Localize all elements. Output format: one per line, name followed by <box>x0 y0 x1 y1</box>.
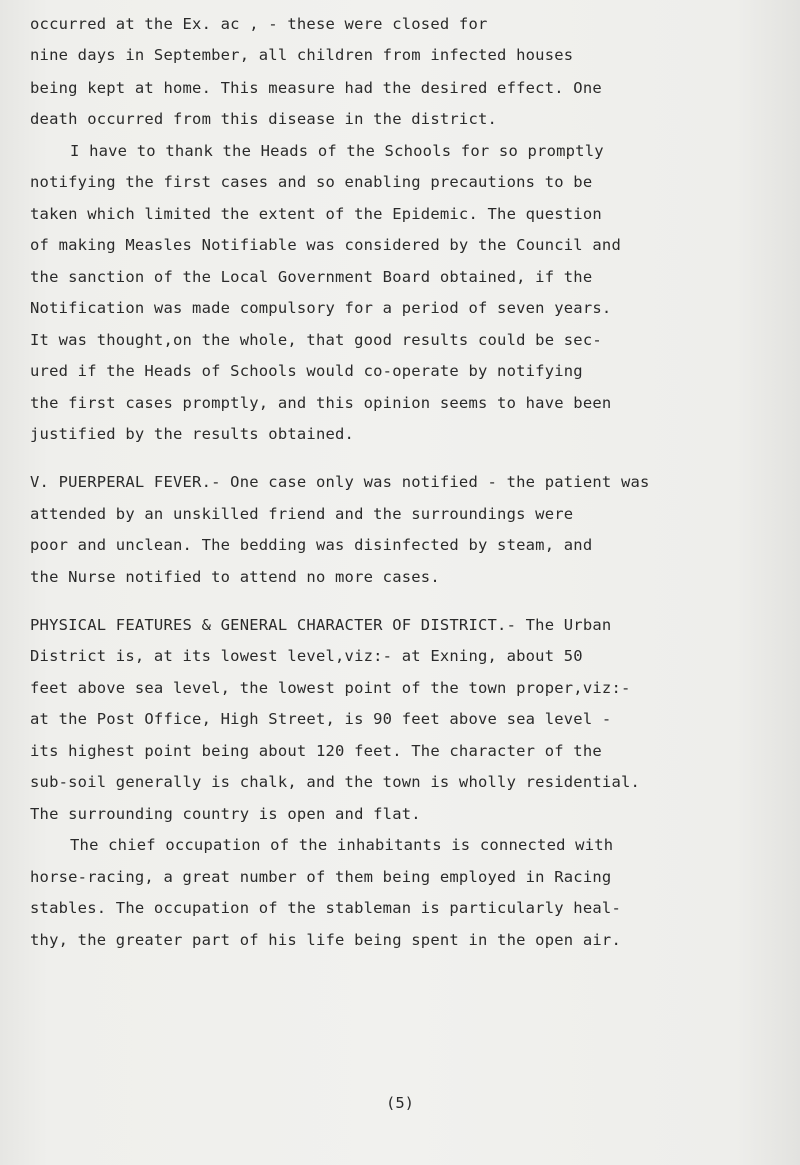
text-line: District is, at its lowest level,viz:- at Exning, about 50 <box>30 647 583 665</box>
text-line: nine days in September, all children from infected houses <box>30 46 574 64</box>
text-line: the sanction of the Local Government Board obtained, if the <box>30 268 593 286</box>
text-line: thy, the greater part of his life being spent in the open air. <box>30 931 621 949</box>
text-line: at the Post Office, High Street, is 90 feet above sea level - <box>30 710 612 728</box>
text-line: sub-soil generally is chalk, and the town is wholly residential. <box>30 773 641 791</box>
text-line: stables. The occupation of the stableman is particularly heal- <box>30 899 621 917</box>
text-line: the Nurse notified to attend no more cases. <box>30 568 440 586</box>
text-line: It was thought,on the whole, that good results could be sec- <box>30 331 602 349</box>
text-line: of making Measles Notifiable was considered by the Council and <box>30 236 621 254</box>
text-line: being kept at home. This measure had the desired effect. One <box>30 79 602 97</box>
text-line: notifying the first cases and so enabling precautions to be <box>30 173 593 191</box>
text-line: occurred at the Ex. ac , - these were closed for <box>30 15 488 33</box>
text-line: The chief occupation of the inhabitants is connected with <box>70 836 614 854</box>
text-line: poor and unclean. The bedding was disinfected by steam, and <box>30 536 593 554</box>
text-line: I have to thank the Heads of the Schools for so promptly <box>70 142 604 160</box>
text-line: feet above sea level, the lowest point of the town proper,viz:- <box>30 679 631 697</box>
text-line: its highest point being about 120 feet. The character of the <box>30 742 602 760</box>
page-number: (5) <box>386 1094 414 1112</box>
text-line: Notification was made compulsory for a period of seven years. <box>30 299 612 317</box>
text-line: attended by an unskilled friend and the surroundings were <box>30 505 574 523</box>
section-heading-puerperal-fever: V. PUERPERAL FEVER.- One case only was notified - the patient was <box>30 473 650 491</box>
text-line: the first cases promptly, and this opinion seems to have been <box>30 394 612 412</box>
text-line: taken which limited the extent of the Epidemic. The question <box>30 205 602 223</box>
text-line: ured if the Heads of Schools would co-operate by notifying <box>30 362 583 380</box>
section-heading-physical-features: PHYSICAL FEATURES & GENERAL CHARACTER OF DISTRICT.- The Urban <box>30 616 612 634</box>
text-line: horse-racing, a great number of them being employed in Racing <box>30 868 612 886</box>
text-line: The surrounding country is open and flat. <box>30 805 421 823</box>
text-line: death occurred from this disease in the district. <box>30 110 498 128</box>
text-line: justified by the results obtained. <box>30 425 355 443</box>
